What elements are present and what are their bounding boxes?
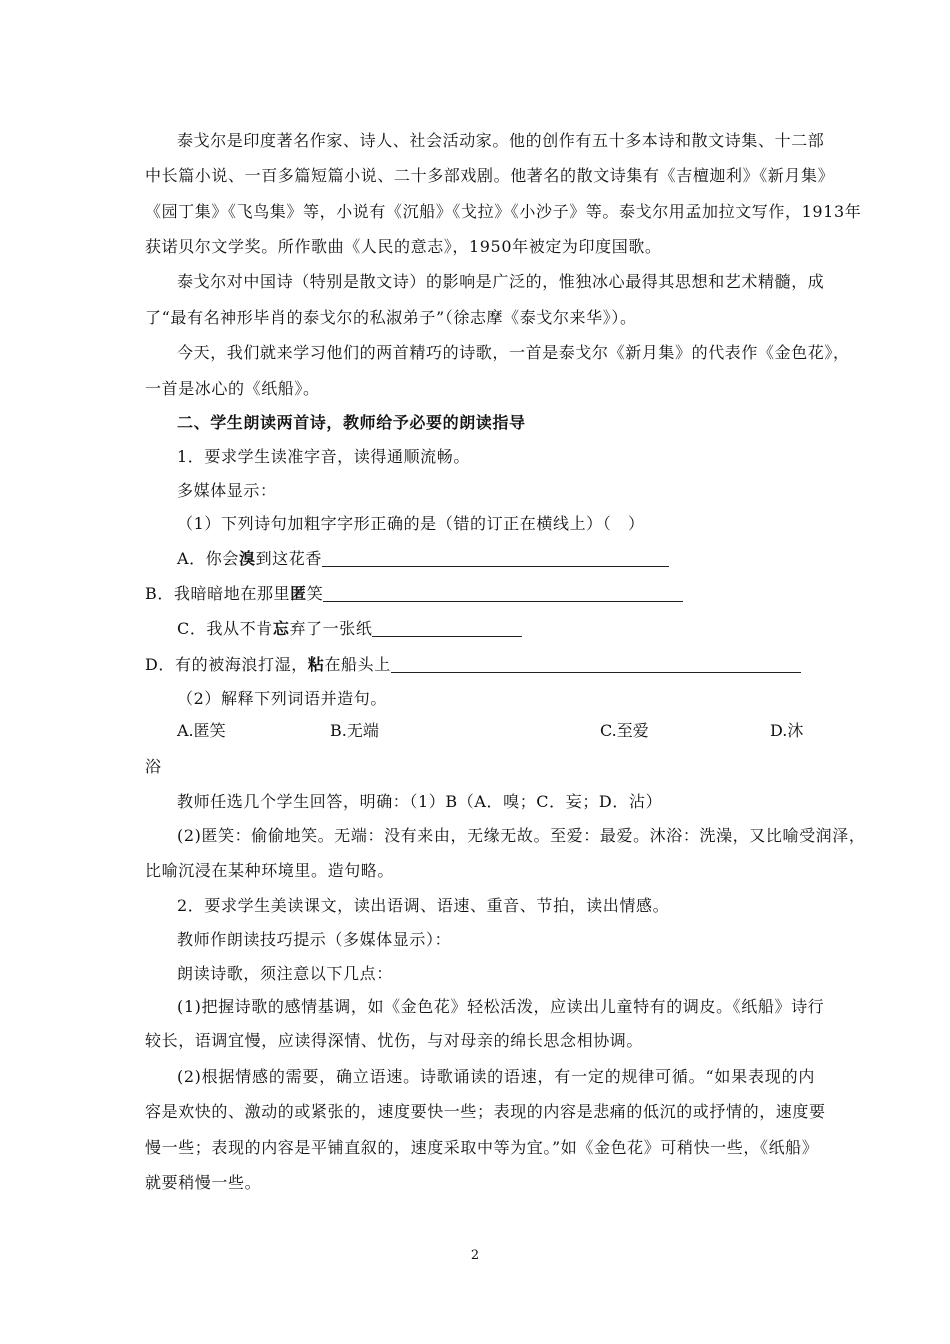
option-c-bold-char: 忘 (272, 619, 290, 638)
point-2-line: 就要稍慢一些。 (145, 1173, 262, 1192)
option-d-suffix: 在船头上 (324, 655, 391, 674)
point-2-line: (2)根据情感的需要，确立语速。诗歌诵读的语速，有一定的规律可循。“如果表现的内 (177, 1067, 815, 1086)
paragraph-line: 获诺贝尔文学奖。所作歌曲《人民的意志》，1950年被定为印度国歌。 (145, 237, 662, 256)
option-d-bold-char: 粘 (307, 655, 325, 674)
option-c-suffix: 弃了一张纸 (289, 619, 373, 638)
instruction-item: 2．要求学生美读课文，读出语调、语速、重音、节拍，读出情感。 (177, 896, 670, 915)
option-c-prefix: C．我从不肯 (177, 619, 273, 638)
answer-1: 教师任选几个学生回答，明确：（1）B（A．嗅；C．妄；D．沾） (177, 792, 663, 811)
option-b (145, 584, 815, 604)
option-b-bold-char: 匿 (290, 584, 307, 603)
option-a-bold-char: 溴 (238, 549, 256, 568)
option-b-suffix: 笑 (306, 584, 324, 603)
section-heading: 二、学生朗读两首诗，教师给予必要的朗读指导 (177, 413, 526, 432)
word-a: A.匿笑 (177, 721, 226, 740)
paragraph-line: 泰戈尔是印度著名作家、诗人、社会活动家。他的创作有五十多本诗和散文诗集、十二部 (177, 131, 825, 150)
paragraph-line: 泰戈尔对中国诗（特别是散文诗）的影响是广泛的，惟独冰心最得其思想和艺术精髓，成 (177, 272, 825, 291)
option-a-prefix: A．你会 (177, 549, 239, 568)
tip-label: 教师作朗读技巧提示（多媒体显示）： (177, 930, 452, 949)
answer-blank[interactable] (372, 620, 522, 637)
option-a-suffix: 到这花香 (255, 549, 322, 568)
point-2-line: 慢一些；表现的内容是平铺直叙的，速度采取中等为宜。”如《金色花》可稍快一些，《纸船》 (145, 1138, 819, 1157)
option-d (145, 655, 815, 675)
option-d-prefix: D．有的被海浪打湿， (145, 655, 308, 674)
point-2-line: 容是欢快的、激动的或紧张的，速度要快一些；表现的内容是悲痛的低沉的或抒情的，速度要 (145, 1102, 826, 1121)
instruction-item: 1．要求学生读准字音，读得通顺流畅。 (177, 447, 470, 466)
paragraph-line: 今天，我们就来学习他们的两首精巧的诗歌，一首是泰戈尔《新月集》的代表作《金色花》， (177, 343, 850, 362)
paragraph-line: 《园丁集》《飞鸟集》等，小说有《沉船》《戈拉》《小沙子》等。泰戈尔用孟加拉文写作，1913年 (145, 202, 862, 221)
answer-blank[interactable] (391, 656, 801, 673)
point-1-line: 较长，语调宜慢，应读得深情、忧伤，与对母亲的绵长思念相协调。 (145, 1031, 644, 1050)
paragraph-line: 中长篇小说、一百多篇短篇小说、二十多部戏剧。他著名的散文诗集有《吉檀迦利》《新月集》 (145, 166, 835, 185)
word-c: C.至爱 (600, 721, 649, 740)
answer-2-line: 比喻沉浸在某种环境里。造句略。 (145, 861, 395, 880)
word-d: D.沐 (770, 721, 804, 740)
word-d-continued: 浴 (145, 757, 162, 776)
option-b-prefix: B．我暗暗地在那里 (145, 584, 291, 603)
note-label: 朗读诗歌，须注意以下几点： (177, 964, 393, 983)
answer-blank[interactable] (322, 550, 669, 567)
word-b: B.无端 (330, 721, 379, 740)
question-2: （2）解释下列词语并造句。 (177, 689, 387, 708)
answer-blank[interactable] (323, 585, 683, 602)
paragraph-line: 一首是冰心的《纸船》。 (145, 379, 320, 398)
paragraph-line: 了“最有名神形毕肖的泰戈尔的私淑弟子”（徐志摩《泰戈尔来华》）。 (145, 308, 637, 327)
answer-2-line: (2)匿笑：偷偷地笑。无端：没有来由，无缘无故。至爱：最爱。沐浴：洗澡，又比喻受润泽， (177, 826, 866, 845)
page-number: 2 (470, 1248, 480, 1263)
option-a (177, 549, 847, 569)
point-1-line: (1)把握诗歌的感情基调，如《金色花》轻松活泼，应读出儿童特有的调皮。《纸船》诗行 (177, 997, 825, 1016)
option-c (177, 619, 847, 639)
question-1: （1）下列诗句加粗字字形正确的是（错的订正在横线上）（ ） (177, 514, 645, 533)
media-label: 多媒体显示： (177, 481, 277, 500)
